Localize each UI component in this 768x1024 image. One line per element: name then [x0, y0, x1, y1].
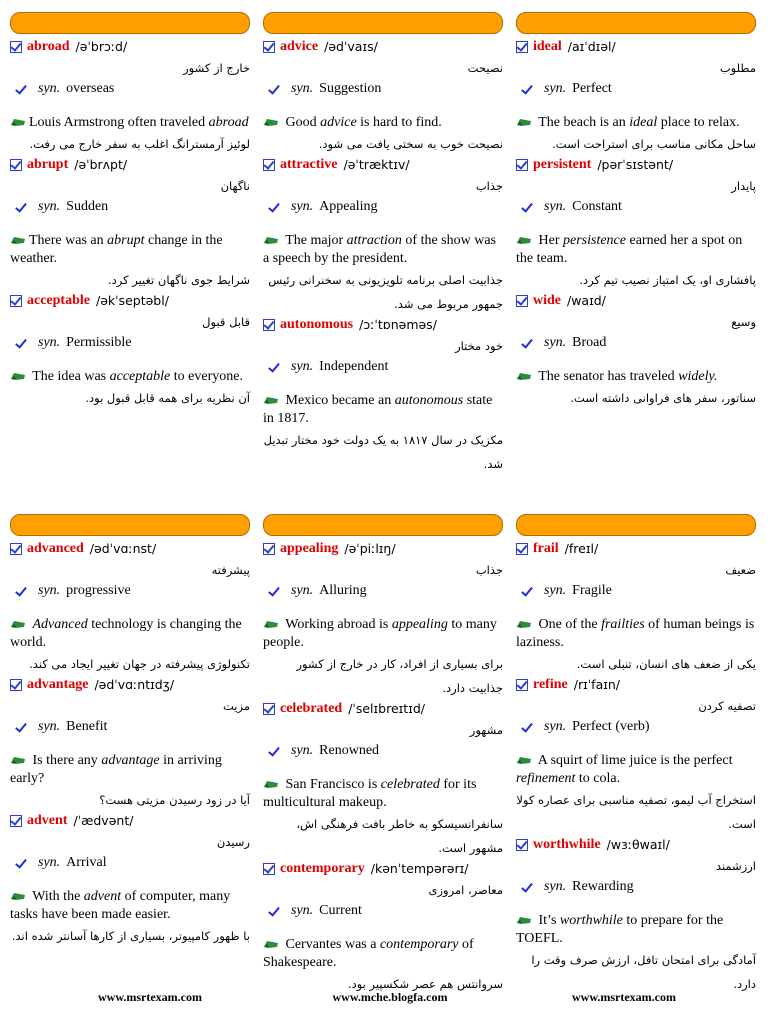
syn-label: syn. [291, 583, 314, 598]
checkmark-icon [269, 203, 277, 211]
persian-example: با ظهور کامپیوتر، بسیاری از کارها آسانتر شده اند. [11, 929, 250, 943]
checkbox-icon [263, 159, 275, 171]
word-line [516, 836, 756, 854]
pronunciation: /aɪˈdɪəl/ [567, 39, 616, 54]
checkmark-icon [269, 907, 277, 915]
persian-meaning: تصفیه کردن [698, 699, 756, 713]
syn-label: syn. [291, 199, 314, 214]
headword: advice [280, 39, 319, 54]
persian-example: شرایط جوی ناگهان تغییر کرد. [107, 273, 250, 287]
headword: frail [533, 541, 559, 556]
checkmark-icon [522, 203, 530, 211]
vocab-entry [10, 156, 250, 292]
synonym: Fragile [572, 583, 612, 598]
persian-example: تکنولوژی پیشرفته در جهان تغییر ایجاد می کند. [29, 657, 250, 671]
pen-icon [10, 371, 27, 381]
checkbox-icon [516, 159, 528, 171]
pen-icon [10, 755, 27, 765]
example-sentence: Advanced technology is changing the world. [10, 617, 242, 650]
vocab-entry [263, 38, 503, 156]
footer-right-url[interactable]: www.msrtexam.com [572, 990, 676, 1004]
headword: worthwhile [533, 837, 601, 852]
word-line [263, 540, 503, 558]
headword: abroad [27, 39, 70, 54]
word-line [516, 540, 756, 558]
persian-meaning: جذاب [475, 179, 503, 193]
card-header-bar [516, 12, 756, 34]
word-line [10, 38, 250, 56]
synonym-line [10, 718, 250, 736]
synonym: Alluring [319, 583, 367, 598]
checkmark-icon [269, 85, 277, 93]
pronunciation: /ədˈvɑːntɪdʒ/ [94, 677, 175, 692]
vocab-entry [516, 38, 756, 156]
persian-example: لوئیز آرمسترانگ اغلب به سفر خارج می رفت. [29, 137, 250, 151]
pronunciation: /wɜːθwaɪl/ [606, 837, 670, 852]
checkmark-icon [16, 85, 24, 93]
pronunciation: /əˈbrʌpt/ [74, 157, 128, 172]
syn-label: syn. [544, 719, 567, 734]
checkbox-icon [263, 863, 275, 875]
synonym-line [516, 198, 756, 216]
pen-icon [516, 117, 533, 127]
persian-example: آمادگی برای امتحان تافل، ارزش صرف وقت را دارد. [531, 953, 756, 991]
persian-meaning: وسیع [731, 315, 756, 329]
headword: advent [27, 813, 68, 828]
pronunciation: /ɔːˈtɒnəməs/ [359, 317, 437, 332]
checkbox-icon [10, 41, 22, 53]
checkbox-icon [10, 815, 22, 827]
pen-icon [516, 619, 533, 629]
checkbox-icon [10, 295, 22, 307]
checkbox-icon [516, 839, 528, 851]
word-line [263, 860, 503, 878]
checkbox-icon [10, 159, 22, 171]
persian-example: برای بسیاری از افراد، کار در خارج از کشور جذابیت دارد. [296, 657, 503, 695]
synonym: Suggestion [319, 81, 382, 96]
vocab-entry [263, 860, 503, 996]
pronunciation: /kənˈtempərərɪ/ [370, 861, 469, 876]
persian-meaning: ارزشمند [715, 859, 756, 873]
synonym-line [263, 80, 503, 98]
persian-meaning: ضعیف [725, 563, 756, 577]
word-line [516, 38, 756, 56]
card-header-bar [516, 514, 756, 536]
syn-label: syn. [544, 879, 567, 894]
headword: advanced [27, 541, 84, 556]
word-line [263, 38, 503, 56]
pen-icon [263, 619, 280, 629]
pen-icon [10, 619, 27, 629]
pen-icon [263, 779, 280, 789]
syn-label: syn. [544, 81, 567, 96]
word-line [516, 676, 756, 694]
pronunciation: /rɪˈfaɪn/ [573, 677, 621, 692]
persian-example: استخراج آب لیمو، تصفیه مناسبی برای عصاره کولا است. [516, 793, 756, 831]
vocab-entry [263, 156, 503, 316]
synonym-line [263, 582, 503, 600]
vocab-entry [263, 316, 503, 476]
checkmark-icon [16, 587, 24, 595]
synonym: Renowned [319, 743, 380, 758]
synonym-line [263, 358, 503, 376]
persian-example: نصیحت خوب به سختی یافت می شود. [318, 137, 503, 151]
syn-label: syn. [38, 335, 61, 350]
word-line [10, 292, 250, 310]
synonym-line [10, 80, 250, 98]
card-header-bar [263, 514, 503, 536]
checkmark-icon [522, 587, 530, 595]
synonym: Current [319, 903, 362, 918]
checkbox-icon [10, 679, 22, 691]
persian-meaning: مزیت [223, 699, 250, 713]
checkmark-icon [16, 723, 24, 731]
persian-example: مکزیک در سال ۱۸۱۷ به یک دولت خود مختار تبدیل شد. [263, 433, 503, 471]
pen-icon [10, 891, 27, 901]
synonym: Perfect (verb) [572, 719, 650, 734]
checkmark-icon [522, 339, 530, 347]
vocab-entry [263, 700, 503, 860]
headword: wide [533, 293, 561, 308]
pronunciation: /əˈbrɔːd/ [75, 39, 128, 54]
checkmark-icon [16, 203, 24, 211]
pen-icon [263, 395, 280, 405]
persian-meaning: ناگهان [220, 179, 250, 193]
synonym-line [10, 334, 250, 352]
card-header-bar [263, 12, 503, 34]
persian-example: آن نظریه برای همه قابل قبول بود. [85, 391, 250, 405]
synonym-line [516, 334, 756, 352]
word-line [10, 812, 250, 830]
pronunciation: /əkˈseptəbl/ [95, 293, 169, 308]
synonym-line [10, 198, 250, 216]
syn-label: syn. [38, 583, 61, 598]
example-sentence: Louis Armstrong often traveled abroad [10, 114, 250, 132]
card-header-bar [10, 514, 250, 536]
card-2 [263, 12, 503, 476]
synonym: Arrival [66, 855, 107, 870]
card-1 [10, 12, 250, 410]
persian-example: سناتور، سفر های فراوانی داشته است. [570, 391, 756, 405]
checkmark-icon [522, 883, 530, 891]
syn-label: syn. [291, 743, 314, 758]
synonym: progressive [66, 583, 131, 598]
example-sentence: The beach is an ideal place to relax. [516, 114, 756, 132]
checkbox-icon [516, 41, 528, 53]
example-sentence: Working abroad is appealing to many people. [263, 617, 497, 650]
synonym-line [516, 718, 756, 736]
pen-icon [263, 939, 280, 949]
persian-meaning: نصیحت [467, 61, 503, 75]
persian-meaning: رسیدن [216, 835, 250, 849]
vocab-entry [516, 540, 756, 676]
headword: persistent [533, 157, 592, 172]
vocab-entry [516, 156, 756, 292]
synonym: Rewarding [572, 879, 634, 894]
headword: abrupt [27, 157, 69, 172]
persian-meaning: مشهور [469, 723, 503, 737]
syn-label: syn. [291, 903, 314, 918]
synonym: Constant [572, 199, 622, 214]
persian-example: جذابیت اصلی برنامه تلویزیونی به سخنرانی رئیس جمهور مربوط می شد. [268, 273, 503, 311]
pronunciation: /ədˈvaɪs/ [324, 39, 378, 54]
persian-example: آیا در زود رسیدن مزیتی هست؟ [99, 793, 250, 807]
synonym: Appealing [319, 199, 378, 214]
syn-label: syn. [291, 359, 314, 374]
synonym: Independent [319, 359, 389, 374]
syn-label: syn. [544, 583, 567, 598]
syn-label: syn. [38, 199, 61, 214]
word-line [10, 156, 250, 174]
checkbox-icon [263, 319, 275, 331]
headword: ideal [533, 39, 562, 54]
example-sentence: A squirt of lime juice is the perfect refinement to cola. [516, 753, 733, 786]
persian-example: یکی از ضعف های انسان، تنبلی است. [576, 657, 756, 671]
word-line [10, 540, 250, 558]
synonym: Benefit [66, 719, 108, 734]
vocab-entry [516, 676, 756, 836]
vocab-entry [10, 38, 250, 156]
checkmark-icon [522, 85, 530, 93]
card-5 [263, 514, 503, 996]
synonym: Broad [572, 335, 607, 350]
syn-label: syn. [38, 81, 61, 96]
pronunciation: /əˈtræktɪv/ [343, 157, 410, 172]
headword: contemporary [280, 861, 365, 876]
checkmark-icon [16, 859, 24, 867]
synonym: Sudden [66, 199, 109, 214]
vocab-entry [516, 292, 756, 410]
pen-icon [263, 235, 280, 245]
example-sentence: There was an abrupt change in the weather. [10, 233, 223, 266]
example-sentence: Good advice is hard to find. [263, 114, 503, 132]
pen-icon [10, 235, 27, 245]
pronunciation: /ˈselɪbreɪtɪd/ [348, 701, 425, 716]
word-line [10, 676, 250, 694]
syn-label: syn. [38, 855, 61, 870]
synonym: overseas [66, 81, 115, 96]
vocab-entry [10, 540, 250, 676]
pronunciation: /əˈpiːlɪŋ/ [344, 541, 396, 556]
syn-label: syn. [544, 335, 567, 350]
persian-meaning: معاصر، امروزی [428, 883, 503, 897]
syn-label: syn. [291, 81, 314, 96]
pen-icon [516, 755, 533, 765]
checkmark-icon [522, 723, 530, 731]
example-sentence: Her persistence earned her a spot on the team. [516, 233, 743, 266]
persian-meaning: جذاب [475, 563, 503, 577]
example-sentence: Cervantes was a contemporary of Shakespeare. [263, 937, 474, 970]
word-line [516, 156, 756, 174]
persian-meaning: پیشرفته [211, 563, 250, 577]
word-line [263, 156, 503, 174]
persian-meaning: قابل قبول [202, 315, 250, 329]
example-sentence: It’s worthwhile to prepare for the TOEFL. [516, 913, 724, 946]
word-line [516, 292, 756, 310]
synonym-line [263, 198, 503, 216]
headword: autonomous [280, 317, 354, 332]
pronunciation: /pərˈsɪstənt/ [597, 157, 674, 172]
synonym-line [10, 582, 250, 600]
pen-icon [10, 117, 27, 127]
checkmark-icon [269, 747, 277, 755]
pen-icon [263, 117, 280, 127]
synonym-line [516, 582, 756, 600]
pen-icon [516, 915, 533, 925]
footer-middle-url[interactable]: www.mche.blogfa.com [332, 990, 448, 1004]
synonym-line [516, 878, 756, 896]
synonym: Permissible [66, 335, 132, 350]
headword: appealing [280, 541, 339, 556]
vocab-entry [10, 812, 250, 948]
card-header-bar [10, 12, 250, 34]
synonym-line [263, 742, 503, 760]
checkmark-icon [269, 363, 277, 371]
checkbox-icon [10, 543, 22, 555]
checkbox-icon [263, 543, 275, 555]
word-line [263, 316, 503, 334]
headword: advantage [27, 677, 89, 692]
card-4 [10, 514, 250, 948]
pen-icon [516, 371, 533, 381]
pronunciation: /ˈædvənt/ [73, 813, 134, 828]
syn-label: syn. [38, 719, 61, 734]
persian-example: پافشاری او، یک امتیاز نصیب تیم کرد. [579, 273, 756, 287]
pronunciation: /ədˈvɑːnst/ [89, 541, 157, 556]
example-sentence: Is there any advantage in arriving early? [10, 753, 222, 786]
footer-left-url[interactable]: www.msrtexam.com [98, 990, 202, 1004]
persian-example: سانفرانسیسکو به خاطر بافت فرهنگی اش، مشهور است. [296, 817, 503, 855]
example-sentence: San Francisco is celebrated for its multicultural makeup. [263, 777, 477, 810]
synonym-line [10, 854, 250, 872]
headword: acceptable [27, 293, 90, 308]
persian-meaning: خود مختار [455, 339, 503, 353]
example-sentence: The idea was acceptable to everyone. [10, 368, 250, 386]
vocab-entry [263, 540, 503, 700]
syn-label: syn. [544, 199, 567, 214]
persian-meaning: پایدار [731, 179, 756, 193]
vocab-entry [10, 292, 250, 410]
pronunciation: /waɪd/ [567, 293, 606, 308]
example-sentence: With the advent of computer, many tasks have been made easier. [10, 889, 231, 922]
synonym-line [516, 80, 756, 98]
headword: attractive [280, 157, 338, 172]
checkmark-icon [269, 587, 277, 595]
example-sentence: The major attraction of the show was a speech by the president. [263, 233, 497, 266]
synonym: Perfect [572, 81, 612, 96]
card-6 [516, 514, 756, 996]
checkbox-icon [263, 703, 275, 715]
word-line [263, 700, 503, 718]
checkbox-icon [516, 295, 528, 307]
vocab-entry [516, 836, 756, 996]
synonym-line [263, 902, 503, 920]
checkbox-icon [516, 543, 528, 555]
persian-example: سروانتس هم عصر شکسپیر بود. [347, 977, 503, 991]
headword: celebrated [280, 701, 343, 716]
persian-meaning: مطلوب [719, 61, 756, 75]
persian-meaning: خارج از کشور [183, 61, 250, 75]
example-sentence: One of the frailties of human beings is laziness. [516, 617, 755, 650]
example-sentence: Mexico became an autonomous state in 1817. [263, 393, 493, 426]
headword: refine [533, 677, 568, 692]
vocab-entry [10, 676, 250, 812]
pen-icon [516, 235, 533, 245]
checkbox-icon [263, 41, 275, 53]
pronunciation: /freɪl/ [564, 541, 599, 556]
example-sentence: The senator has traveled widely. [516, 368, 756, 386]
checkmark-icon [16, 339, 24, 347]
checkbox-icon [516, 679, 528, 691]
card-3 [516, 12, 756, 410]
persian-example: ساحل مکانی مناسب برای استراحت است. [552, 137, 756, 151]
